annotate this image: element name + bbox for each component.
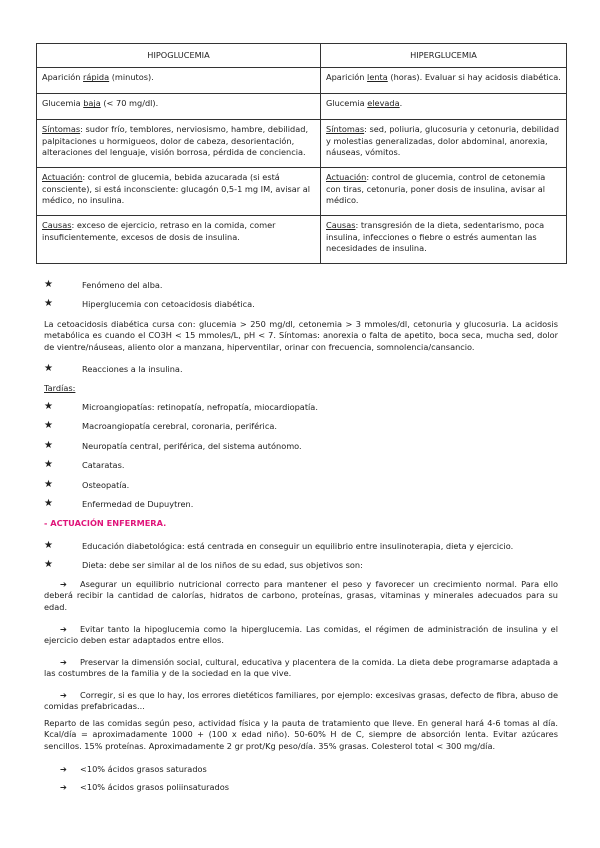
arrow-bullet-icon: ➔ — [60, 782, 67, 792]
arrow-bullet-icon: ➔ — [60, 624, 67, 634]
tardias-list — [44, 402, 562, 510]
table-row — [37, 68, 567, 94]
list-item: ★ Osteopatía. — [44, 478, 130, 490]
subheading-tardias: Tardías: — [44, 383, 76, 393]
table-cell: Glucemia elevada. — [321, 94, 567, 120]
table-cell: Glucemia baja (< 70 mg/dl). — [37, 94, 321, 120]
star-bullet-icon: ★ — [44, 401, 53, 412]
list-item: ➔ Preservar la dimensión social, cultural, educativa y placentera de la comida. La dieta debe programarse adaptada a las costumbres de la familia y de la sociedad en la que vive. — [44, 657, 558, 679]
star-bullet-icon: ★ — [44, 478, 53, 490]
paragraph-cetoacidosis: La cetoacidosis diabética cursa con: glucemia > 250 mg/dl, cetonemia > 3 mmoles/dl, cetonuria y glucosuria. La acidosis metabólica es cuando el CO3H < 15 mmoles/L, pH < 7. Síntomas: anorexia o falta de apetito, boca seca, mucha sed, dolor de vientre/náuseas, aliento olor a manzana, hiperventilar, orinar con frecuencia, somnolencia/cansancio. — [44, 319, 558, 352]
bullet-list — [44, 541, 562, 572]
star-bullet-icon: ★ — [44, 439, 53, 451]
star-bullet-icon: ★ — [44, 363, 53, 374]
table-cell: Aparición lenta (horas). Evaluar si hay acidosis diabética. — [321, 68, 567, 94]
table-cell: Síntomas: sed, poliuria, glucosuria y cetonuria, debilidad y molestias generalizadas, dolor abdominal, anorexia, náuseas, vómitos. — [321, 120, 567, 168]
list-item: ➔ Asegurar un equilibrio nutricional correcto para mantener el peso y favorecer un crecimiento normal. Para ello deberá recibir la cantidad de calorías, hidratos de carbono, proteínas, grasas, vitaminas y minerales adecuados para su edad. — [44, 579, 558, 612]
list-item: ★ Educación diabetológica: está centrada en conseguir un equilibrio entre insulinoterapia, dieta y ejercicio. — [44, 540, 514, 551]
list-item: ★ Fenómeno del alba. — [44, 279, 163, 290]
bullet-list — [44, 280, 562, 311]
list-item: ★ Hiperglucemia con cetoacidosis diabética. — [44, 298, 255, 310]
table-cell: Causas: exceso de ejercicio, retraso en la comida, comer insuficientemente, excesos de dosis de insulina. — [37, 216, 321, 264]
list-item: ★ Neuropatía central, periférica, del sistema autónomo. — [44, 439, 302, 451]
list-item: ★ Dieta: debe ser similar al de los niños de su edad, sus objetivos son: — [44, 559, 363, 571]
star-bullet-icon: ★ — [44, 498, 53, 510]
table-cell: Aparición rápida (minutos). — [37, 68, 321, 94]
list-item: ★ Microangiopatías: retinopatía, nefropatía, miocardiopatía. — [44, 401, 318, 412]
bullet-list — [44, 364, 562, 375]
comparison-table — [36, 43, 567, 264]
arrow-bullet-icon: ➔ — [60, 690, 67, 700]
list-item: ➔ Corregir, si es que lo hay, los errores dietéticos familiares, por ejemplo: excesivas grasas, defecto de fibra, abuso de comidas prefabricadas... — [44, 690, 559, 712]
section-heading: - ACTUACIÓN ENFERMERA. — [44, 518, 167, 528]
list-item: ➔ Evitar tanto la hipoglucemia como la hiperglucemia. Las comidas, el régimen de administración de insulina y el ejercicio deben estar adaptados entre ellos. — [44, 624, 558, 646]
star-bullet-icon: ★ — [44, 279, 53, 290]
table-cell: Actuación: control de glucemia, control de cetonemia con tiras, cetonuria, poner dosis de insulina, avisar al médico. — [321, 168, 567, 216]
table-row — [37, 120, 567, 168]
star-bullet-icon: ★ — [44, 298, 53, 310]
star-bullet-icon: ★ — [44, 559, 53, 571]
header-hiperglucemia: HIPERGLUCEMIA — [321, 44, 567, 68]
table-cell: Actuación: control de glucemia, bebida azucarada (si está consciente), si está inconsciente: glucagón 0,5-1 mg IM, avisar al médico, no insulina. — [37, 168, 321, 216]
list-item: ★ Reacciones a la insulina. — [44, 363, 183, 374]
list-item: ➔ <10% ácidos grasos poliinsaturados — [44, 782, 558, 793]
list-item: ➔ <10% ácidos grasos saturados — [44, 764, 558, 775]
list-item: ★ Macroangiopatía cerebral, coronaria, periférica. — [44, 420, 277, 432]
star-bullet-icon: ★ — [44, 540, 53, 551]
arrow-bullet-icon: ➔ — [60, 579, 67, 589]
table-row — [37, 168, 567, 216]
paragraph-reparto: Reparto de las comidas según peso, actividad física y la pauta de tratamiento que lleve. En general hará 4-6 tomas al día. Kcal/día = aproximadamente 1000 + (100 x edad niño). 50-60% H de C, siempre de absorción lenta. Evitar azúcares sencillos. 15% proteínas. Aproximadamente 2 gr prot/Kg peso/día. 35% grasas. Colesterol total < 300 mg/día. — [44, 718, 558, 751]
arrow-bullet-icon: ➔ — [60, 764, 67, 774]
header-hipoglucemia: HIPOGLUCEMIA — [37, 44, 321, 68]
table-row — [37, 216, 567, 264]
list-item: ★ Cataratas. — [44, 459, 125, 471]
arrow-bullet-icon: ➔ — [60, 657, 67, 667]
star-bullet-icon: ★ — [44, 420, 53, 432]
star-bullet-icon: ★ — [44, 459, 53, 471]
table-cell: Síntomas: sudor frío, temblores, nerviosismo, hambre, debilidad, palpitaciones u hormigueos, dolor de cabeza, desorientación, alteraciones del lenguaje, visión borrosa, pérdida de conciencia. — [37, 120, 321, 168]
list-item: ★ Enfermedad de Dupuytren. — [44, 498, 194, 510]
table-header-row — [37, 44, 567, 68]
table-cell: Causas: transgresión de la dieta, sedentarismo, poca insulina, infecciones o fiebre o estrés aumentan las necesidades de insulina. — [321, 216, 567, 264]
table-row — [37, 94, 567, 120]
